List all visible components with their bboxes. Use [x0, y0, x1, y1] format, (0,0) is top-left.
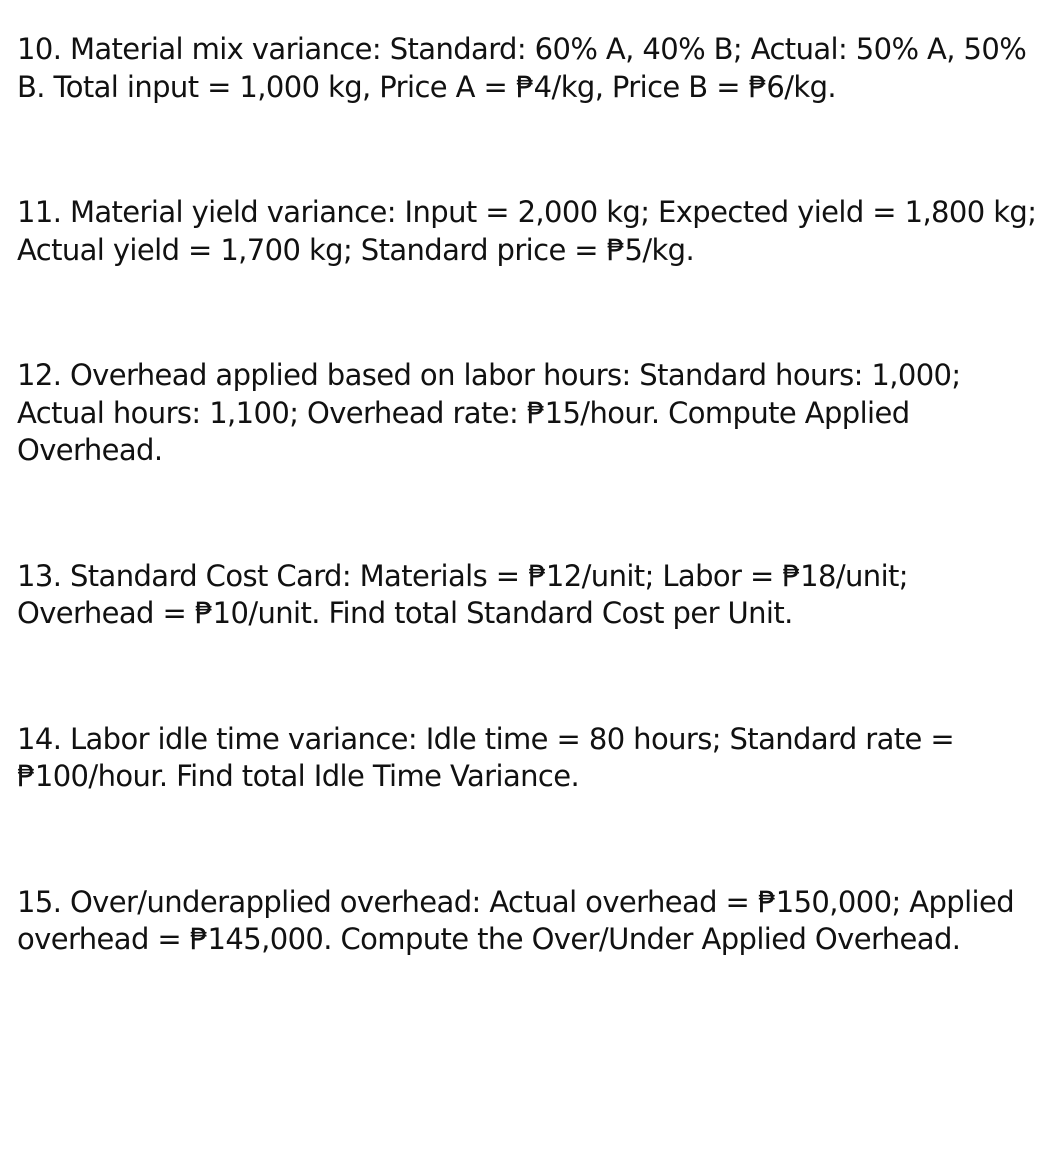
problem-14: 14. Labor idle time variance: Idle time = 80 hours; Standard rate = ₱100/hour. Find total Idle Time Variance.: [17, 721, 955, 793]
problem-11: 11. Material yield variance: Input = 2,000 kg; Expected yield = 1,800 kg; Actual yield = 1,700 kg; Standard price = ₱5/kg.: [17, 195, 1037, 267]
problem-12: 12. Overhead applied based on labor hours: Standard hours: 1,000; Actual hours: 1,100; Overhead rate: ₱15/hour. Compute Applied Overhead.: [17, 358, 961, 467]
problem-10: 10. Material mix variance: Standard: 60% A, 40% B; Actual: 50% A, 50% B. Total input = 1,000 kg, Price A = ₱4/kg, Price B = ₱6/kg.: [17, 32, 1027, 104]
problem-15: 15. Over/underapplied overhead: Actual overhead = ₱150,000; Applied overhead = ₱145,000. Compute the Over/Under Applied Overhead.: [17, 884, 1015, 956]
problem-list: [17, 31, 1052, 959]
problem-13: 13. Standard Cost Card: Materials = ₱12/unit; Labor = ₱18/unit; Overhead = ₱10/unit. Find total Standard Cost per Unit.: [17, 558, 908, 630]
